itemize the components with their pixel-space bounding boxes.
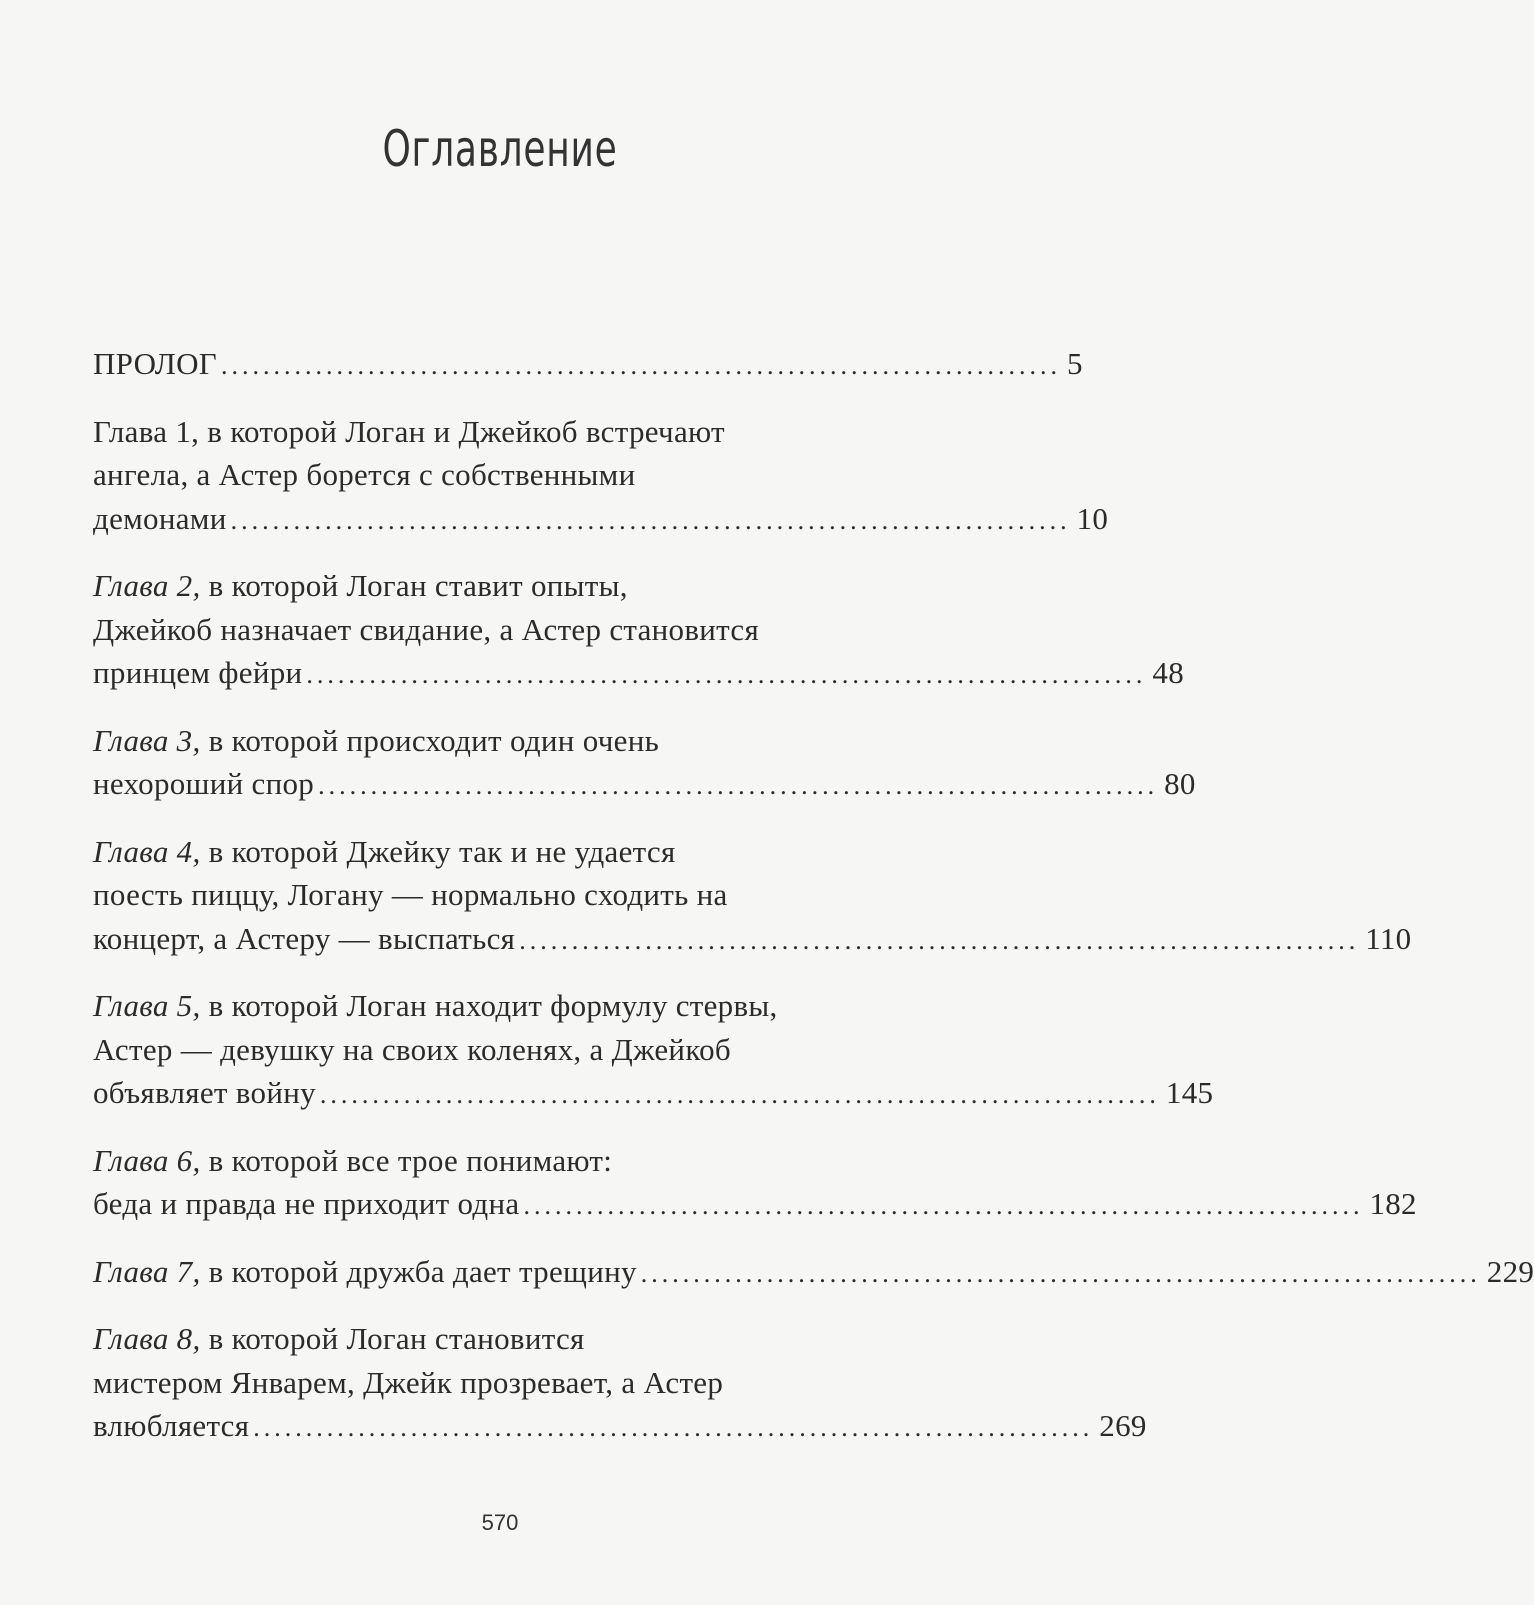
toc-entry-line [93, 984, 845, 1028]
toc-entry-text: в которой все трое понимают: [200, 1142, 613, 1178]
toc-entry-line: мистером Январем, Джейк прозревает, а Астер [93, 1364, 724, 1400]
toc-entry-line [93, 830, 845, 874]
toc-entry-text: в которой происходит один очень [200, 722, 660, 758]
toc-entry-line [93, 564, 845, 608]
toc-page-number: 182 [1369, 1186, 1417, 1221]
toc-entry-line: Астер — девушку на своих коленях, а Джейкоб [93, 1031, 731, 1067]
toc-entry-text: в которой дружба дает трещину [200, 1253, 637, 1289]
page-title: Оглавление [382, 120, 618, 178]
leader-dots: ................................................................................ [318, 771, 1159, 800]
toc-page-number: 48 [1152, 655, 1185, 690]
leader-dots: ................................................................................ [319, 1080, 1160, 1109]
chapter-label: Глава 5, [93, 988, 201, 1023]
toc-entry-line [93, 1317, 845, 1361]
toc-entry-line: принцем фейри [93, 655, 303, 690]
toc-entry-line: нехороший спор [93, 766, 315, 801]
leader-dots: ................................................................................ [519, 925, 1360, 955]
toc-entry-chapter-5[interactable] [93, 984, 1214, 1117]
toc-page-number: 145 [1165, 1075, 1214, 1110]
leader-dots: ................................................................................ [220, 351, 1061, 380]
chapter-label: Глава 8, [93, 1321, 201, 1356]
toc-page-number: 5 [1066, 346, 1083, 381]
leader-dots: ................................................................................ [523, 1191, 1364, 1220]
toc-entry-text: в которой Логан становится [200, 1321, 585, 1356]
toc-entry-chapter-6[interactable] [93, 1139, 1417, 1228]
toc-entry-line: беда и правда не приходит одна [93, 1186, 520, 1221]
toc-entry-line: концерт, а Астеру — выспаться [93, 920, 516, 956]
leader-dots: ................................................................................ [640, 1258, 1481, 1288]
toc-entry-line: объявляет войну [93, 1075, 316, 1110]
toc-entry-chapter-7[interactable] [93, 1250, 1534, 1296]
toc-entry-line [93, 1139, 845, 1183]
toc-page-number: 110 [1365, 920, 1412, 956]
toc-page-number: 80 [1164, 766, 1196, 801]
toc-entry-line: Глава 1, в которой Логан и Джейкоб встречают [93, 413, 725, 449]
toc-entry-line: ангела, а Астер борется с собственными [93, 457, 636, 492]
table-of-contents [93, 342, 1534, 1450]
chapter-label: Глава 4, [93, 833, 201, 869]
toc-entry-text: в которой Логан находит формулу стервы, [200, 988, 778, 1023]
toc-entry-line [93, 719, 845, 763]
toc-page-number: 10 [1076, 500, 1109, 536]
toc-page-number: 229 [1486, 1253, 1534, 1289]
page-number: 570 [481, 1510, 519, 1535]
toc-entry-chapter-3[interactable] [93, 719, 1196, 808]
toc-entry-line: поесть пиццу, Логану — нормально сходить на [93, 877, 728, 912]
toc-page-number: 269 [1099, 1408, 1147, 1443]
toc-entry-line: Джейкоб назначает свидание, а Астер становится [93, 611, 760, 647]
toc-entry-chapter-1[interactable] [93, 410, 1109, 543]
toc-entry-line [93, 1250, 637, 1294]
toc-entry-title: ПРОЛОГ [93, 346, 217, 381]
toc-entry-line: влюбляется [93, 1408, 250, 1443]
chapter-label: Глава 3, [93, 722, 201, 758]
toc-entry-line: демонами [93, 500, 227, 536]
chapter-label: Глава 2, [93, 568, 201, 603]
chapter-label: Глава 7, [93, 1253, 201, 1289]
toc-entry-text: в которой Джейку так и не удается [200, 833, 676, 869]
leader-dots: ................................................................................ [306, 660, 1147, 689]
toc-entry-chapter-4[interactable] [93, 830, 1412, 963]
chapter-label: Глава 6, [93, 1142, 201, 1178]
toc-entry-chapter-2[interactable] [93, 564, 1185, 697]
toc-entry-prologue[interactable] [93, 342, 1083, 388]
toc-entry-text: в которой Логан ставит опыты, [200, 568, 628, 603]
leader-dots: ................................................................................ [253, 1413, 1094, 1442]
leader-dots: ................................................................................ [230, 505, 1071, 535]
toc-entry-chapter-8[interactable] [93, 1317, 1147, 1450]
